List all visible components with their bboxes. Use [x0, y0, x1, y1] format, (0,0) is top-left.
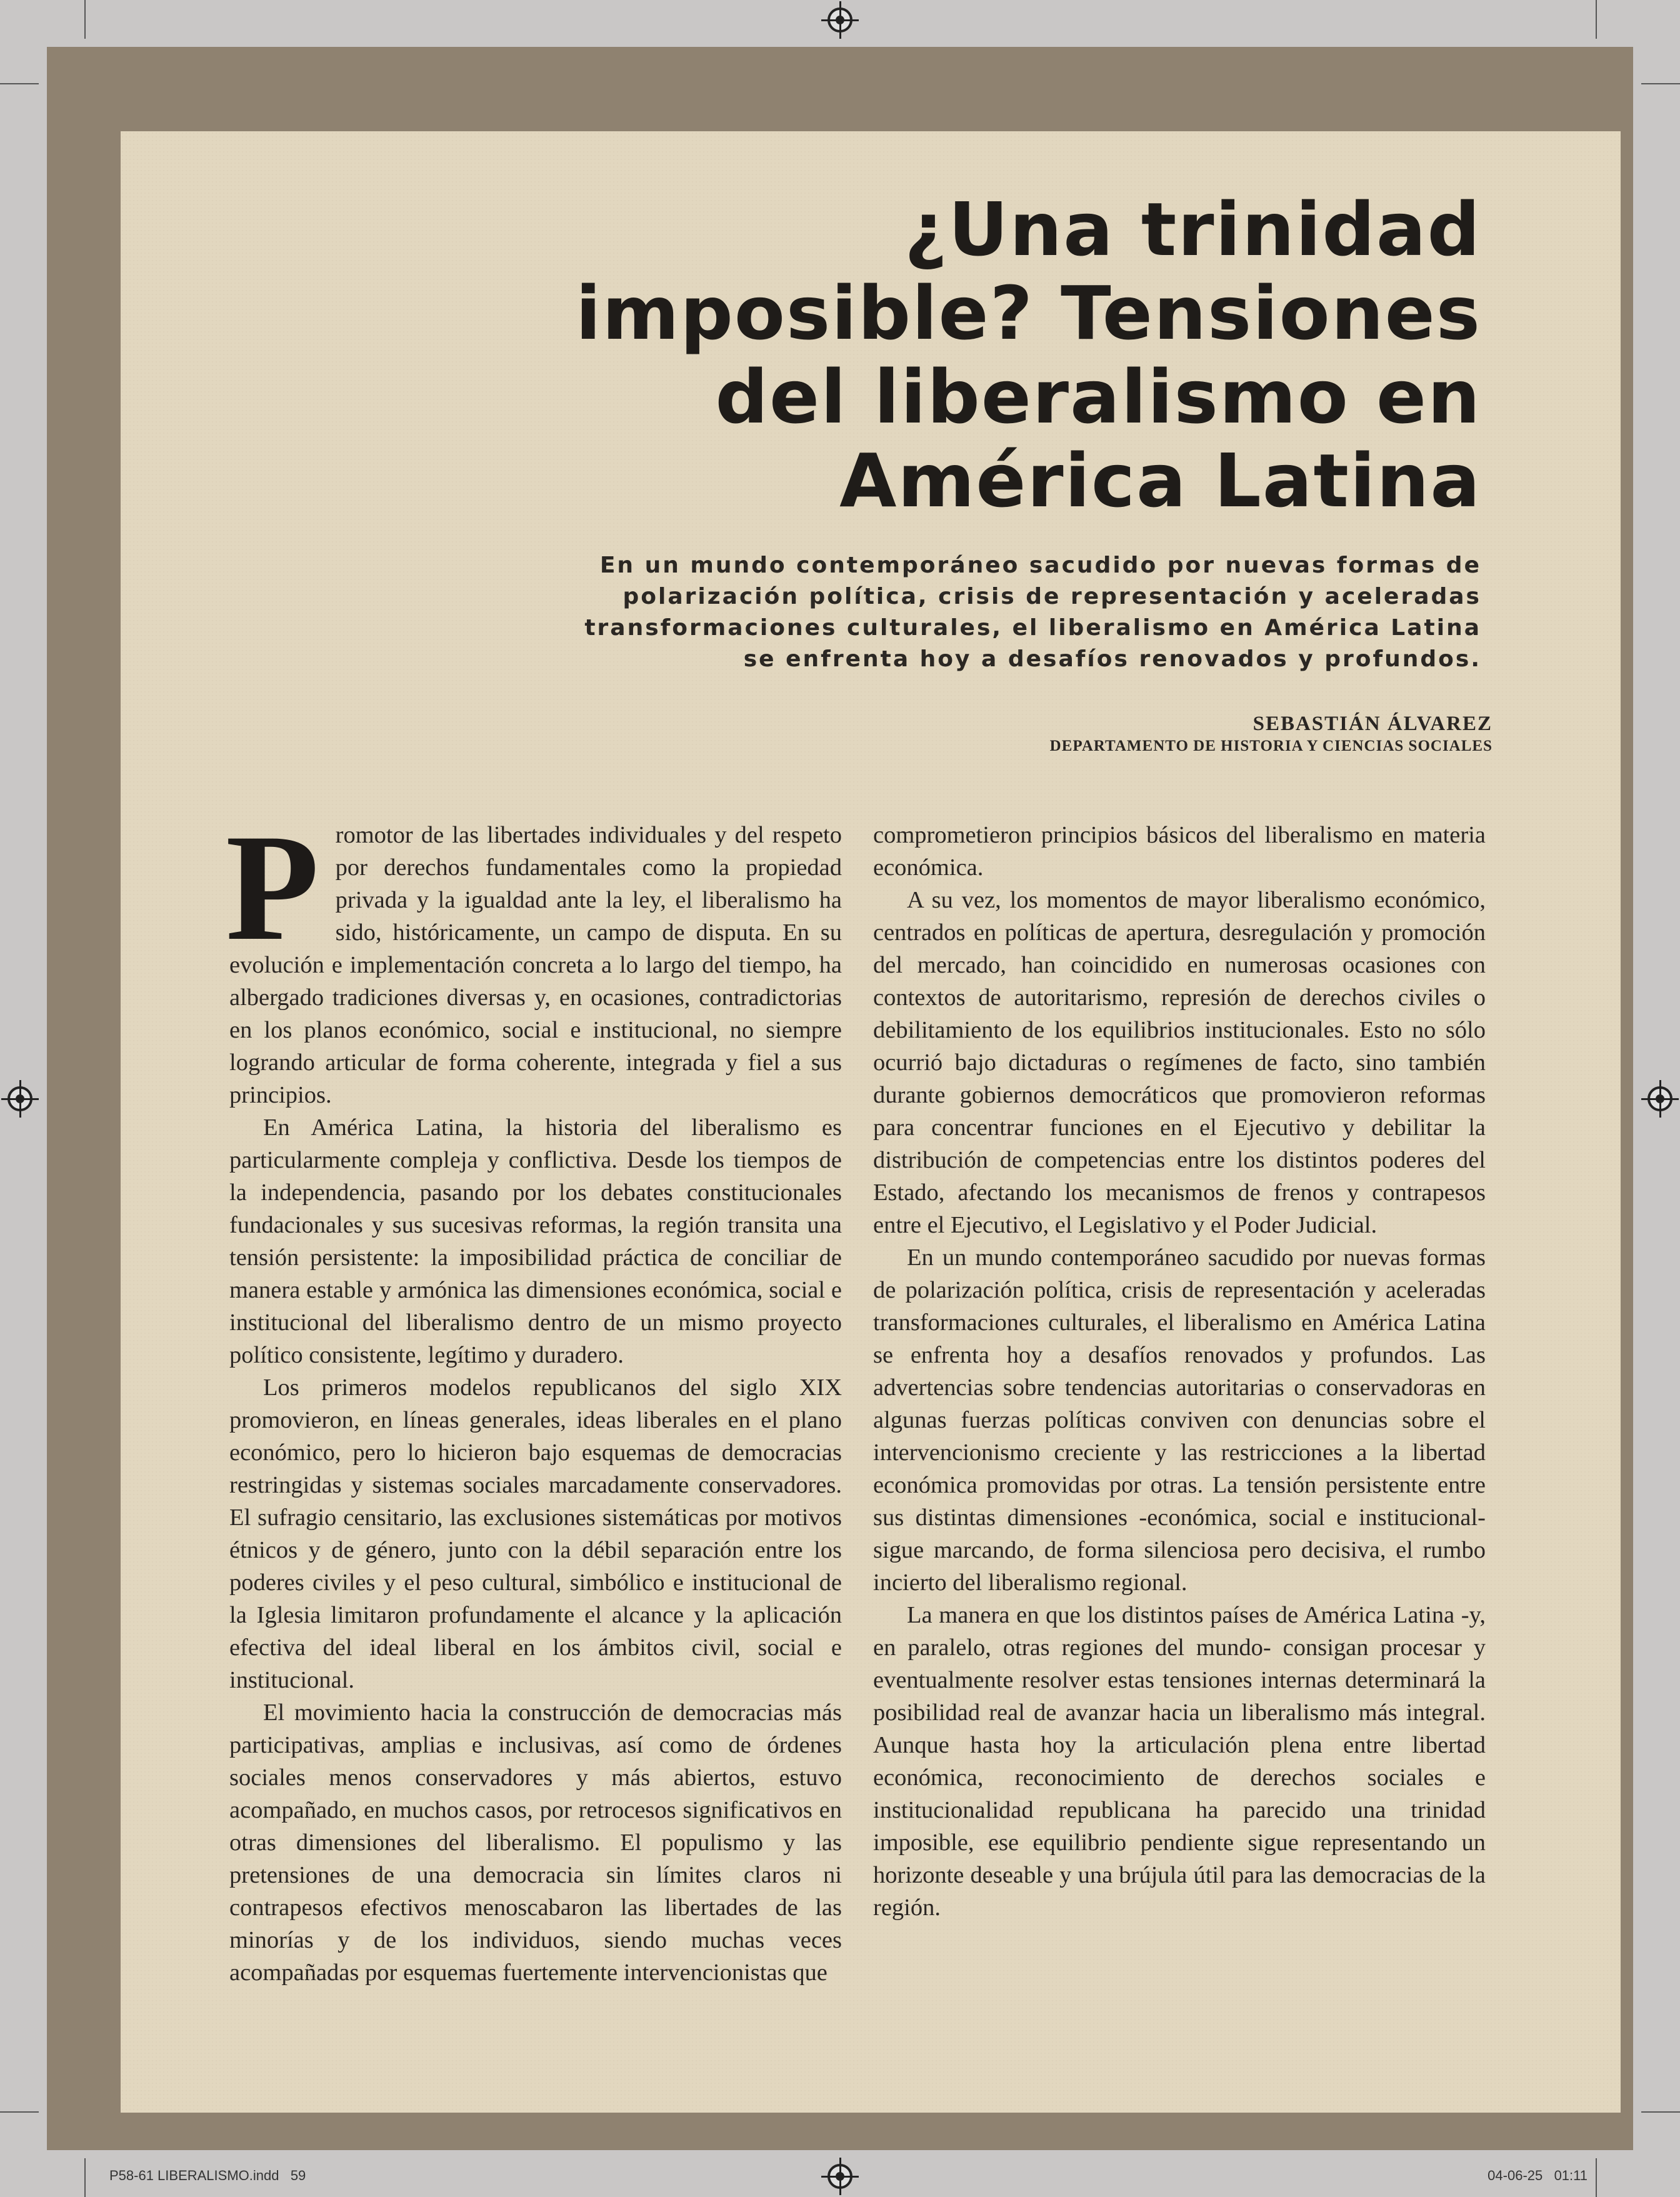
body-column-left — [226, 803, 842, 1989]
registration-mark-icon — [1648, 1086, 1672, 1111]
crop-mark — [0, 83, 39, 84]
author-name: SEBASTIÁN ÁLVAREZ — [1252, 713, 1492, 735]
crop-mark — [1596, 2158, 1597, 2197]
body-paragraph: La manera en que los distintos países de América Latina -y, en paralelo, otras regiones del mundo- consigan procesar y eventualmente resolver estas tensiones internas determinará la posibilidad real de avanzar hacia un liberalismo más integral. Aunque hasta hoy la articulación plena entre libertad económica, reconocimiento de derechos sociales e institucionalidad republicana ha parecido una trinidad imposible, ese equilibrio pendiente sigue representando un horizonte deseable y una brújula útil para las democracias de la región. — [873, 1602, 1486, 1921]
crop-mark — [84, 2158, 86, 2197]
body-paragraph: Los primeros modelos republicanos del siglo XIX promovieron, en líneas generales, ideas liberales en el plano económico, pero lo hicieron bajo esquemas de democracias restringidas y sistemas sociales marcadamente conservadores. El sufragio censitario, las exclusiones sistemáticas por motivos étnicos y de género, junto con la débil separación entre los poderes civiles y el peso cultural, simbólico e institucional de la Iglesia limitaron profundamente el alcance y la aplicación efectiva del ideal liberal en los ámbitos civil, social e institucional. — [229, 1374, 842, 1693]
body-paragraph: En un mundo contemporáneo sacudido por nuevas formas de polarización política, crisis de representación y aceleradas transformaciones culturales, el liberalismo en América Latina se enfrenta hoy a desafíos renovados y profundos. Las advertencias sobre tendencias autoritarias o conservadoras en algunas fuerzas políticas conviven con denuncias sobre el intervencionismo creciente y las restricciones a la libertad económica promovidas por otras. La tensión persistente entre sus distintas dimensiones -económica, social e institucional- sigue marcando, de forma silenciosa pero decisiva, el rumbo incierto del liberalismo regional. — [873, 1244, 1486, 1596]
paragraph-text: romotor de las libertades individuales y del respeto por derechos fundamentales como la propiedad privada y la igualdad ante la ley, el liberalismo ha sido, históricamente, un campo de disputa. En su evolución e implementación concreta a lo largo del tiempo, ha albergado tradiciones diversas y, en ocasiones, contradictorias en los planos económico, social e institucional, no siempre logrando articular de forma coherente, integrada y fiel a sus principios. — [229, 822, 842, 1108]
body-paragraph: A su vez, los momentos de mayor liberalismo económico, centrados en políticas de apertura, desregulación y promoción del mercado, han coincidido en numerosas ocasiones con contextos de autoritarismo, represión de derechos civiles o debilitamiento de los equilibrios institucionales. Esto no sólo ocurrió bajo dictaduras o regímenes de facto, sino también durante gobiernos democráticos que promovieron reformas para concentrar funciones en el Ejecutivo y debilitar la distribución de competencias entre los distintos poderes del Estado, afectando los mecanismos de frenos y contrapesos entre el Ejecutivo, el Legislativo y el Poder Judicial. — [873, 887, 1486, 1238]
body-paragraph — [226, 803, 842, 1111]
registration-mark-icon — [8, 1086, 32, 1111]
crop-mark — [1641, 83, 1680, 84]
article-deck: En un mundo contemporáneo sacudido por nuevas formas de polarización política, crisis de representación y aceleradas transformaciones culturales, el liberalismo en América Latina se enfrenta hoy a desafíos renovados y profundos. — [584, 553, 1481, 672]
crop-mark — [0, 2111, 39, 2113]
registration-mark-icon — [828, 8, 852, 33]
slug-timestamp: 04-06-25 01:11 — [1488, 2168, 1588, 2183]
drop-cap: P — [226, 803, 319, 972]
registration-mark-icon — [828, 2164, 852, 2189]
slug-filename: P58-61 LIBERALISMO.indd 59 — [109, 2168, 306, 2183]
body-column-right — [873, 819, 1486, 1924]
article-title: ¿Una trinidad imposible? Tensiones del liberalismo en América Latina — [576, 186, 1481, 524]
body-paragraph: comprometieron principios básicos del liberalismo en materia económica. — [873, 822, 1486, 881]
body-paragraph: El movimiento hacia la construcción de democracias más participativas, amplias e inclusivas, así como de órdenes sociales menos conservadores y más abiertos, estuvo acompañado, en muchos casos, por retrocesos significativos en otras dimensiones del liberalismo. El populismo y las pretensiones de una democracia sin límites claros ni contrapesos efectivos menoscabaron las libertades de las minorías y de los individuos, siendo muchas veces acompañadas por esquemas fuertemente intervencionistas que — [229, 1699, 842, 1986]
body-paragraph: En América Latina, la historia del liberalismo es particularmente compleja y conflictiva. Desde los tiempos de la independencia, pasando por los debates constitucionales fundacionales y sus sucesivas reformas, la región transita una tensión persistente: la imposibilidad práctica de conciliar de manera estable y armónica las dimensiones económica, social e institucional del liberalismo dentro de un mismo proyecto político consistente, legítimo y duradero. — [229, 1114, 842, 1368]
author-department: DEPARTAMENTO DE HISTORIA Y CIENCIAS SOCIALES — [1049, 738, 1492, 754]
crop-mark — [1596, 0, 1597, 39]
crop-mark — [84, 0, 86, 39]
crop-mark — [1641, 2111, 1680, 2113]
